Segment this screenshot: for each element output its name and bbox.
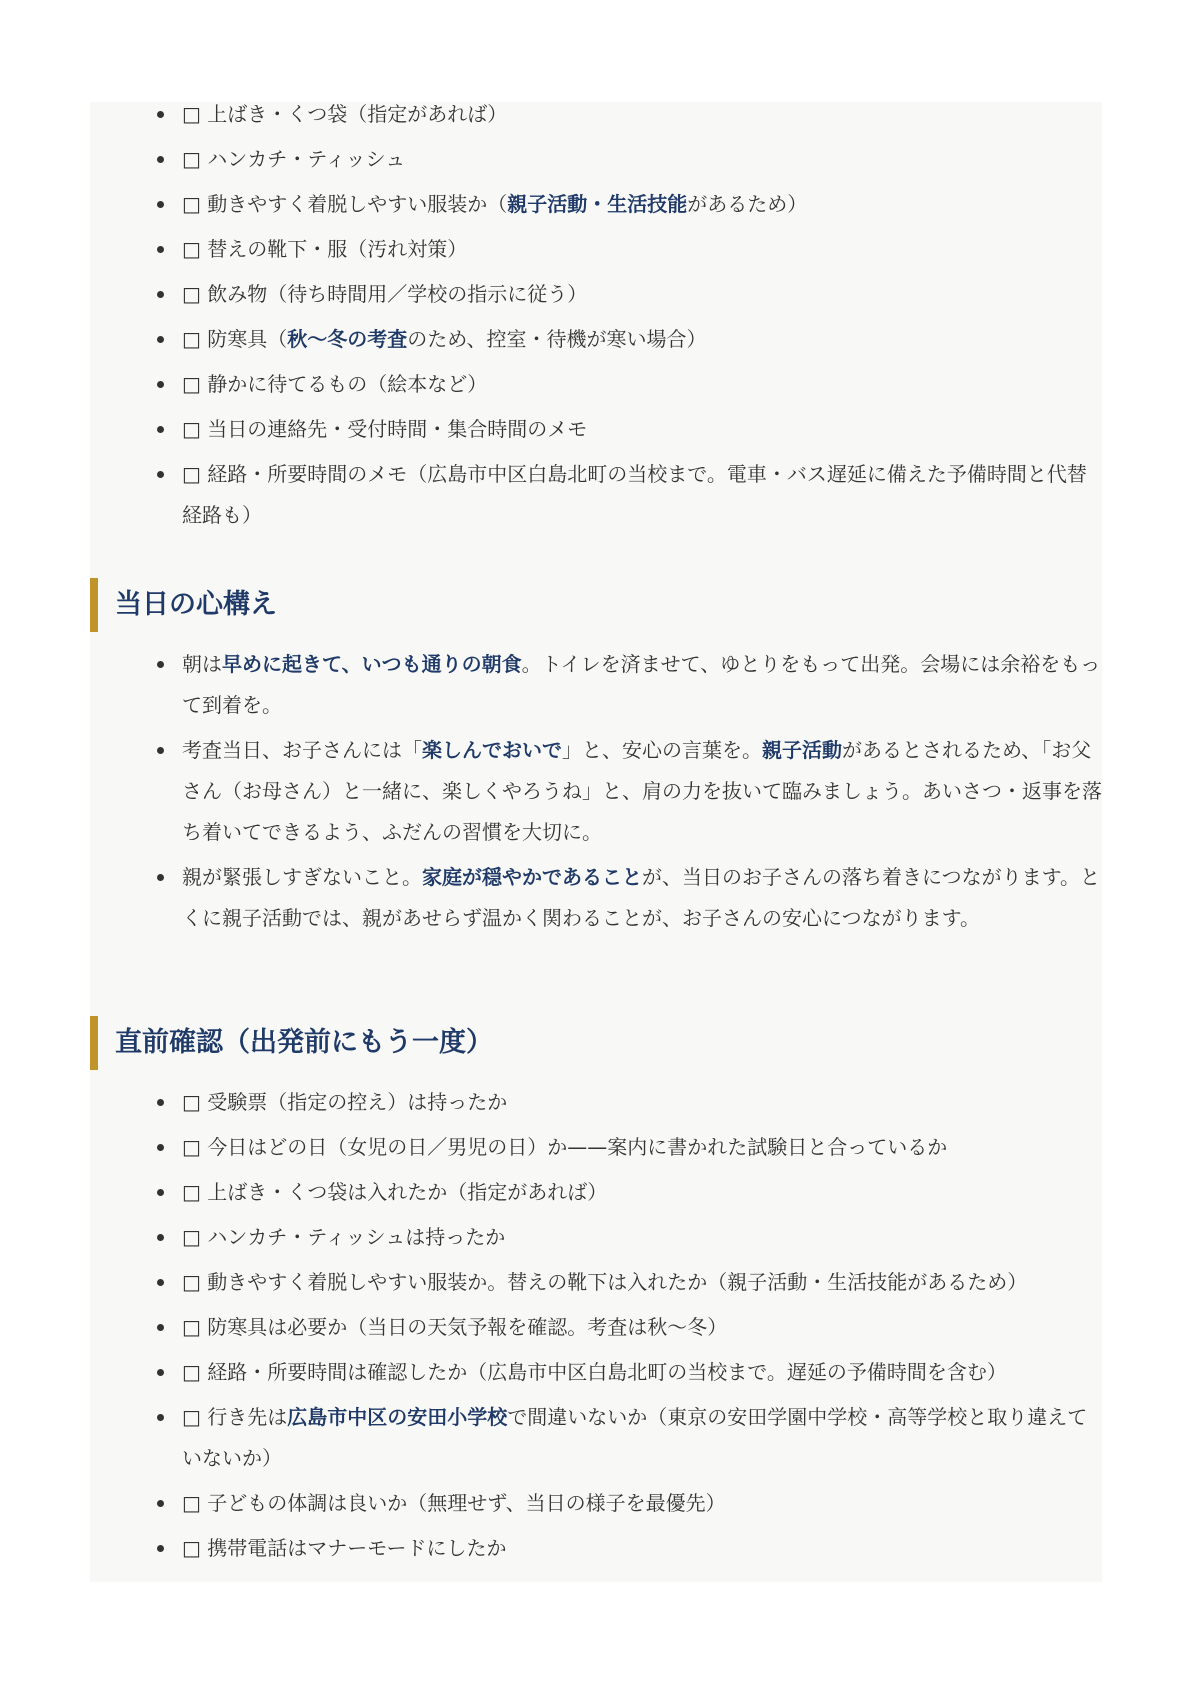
checklist-items [90,94,1102,540]
bullet-icon [157,1500,164,1507]
bullet-icon [157,1324,164,1331]
bullet-icon [157,156,164,163]
list-item [90,857,1102,939]
item-text: 。トイレを済ませて、ゆとりをもって出発。会場には余裕をもって到着を。 [182,652,1101,717]
list-item [90,229,1102,270]
emphasis-text: 楽しんでおいで [422,738,562,762]
bullet-icon [157,291,164,298]
emphasis-text: 親子活動 [762,738,842,762]
bullet-icon [157,1189,164,1196]
list-item [90,644,1102,726]
bullet-icon [157,246,164,253]
emphasis-text: 家庭が穏やかであること [422,865,642,889]
heading-accent-bar [90,1016,98,1070]
emphasis-text: 親子活動・生活技能 [507,192,688,216]
bullet-icon [157,661,164,668]
list-item [90,1397,1102,1479]
list-item [90,139,1102,180]
item-text: があるため） [687,192,808,216]
item-text: □ 防寒具は必要か（当日の天気予報を確認。考査は秋〜冬） [182,1315,728,1339]
list-item [90,319,1102,360]
bullet-icon [157,111,164,118]
bullet-icon [157,1369,164,1376]
bullet-icon [157,747,164,754]
item-text: □ 今日はどの日（女児の日／男児の日）か——案内に書かれた試験日と合っているか [182,1135,948,1159]
item-text: □ 受験票（指定の控え）は持ったか [182,1090,508,1114]
list-item [90,730,1102,853]
bullet-icon [157,874,164,881]
list-item [90,409,1102,450]
bullet-icon [157,471,164,478]
bullet-icon [157,1234,164,1241]
item-text: □ 経路・所要時間のメモ（広島市中区白島北町の当校まで。電車・バス遅延に備えた予備時間と代替経路も） [182,462,1087,527]
item-text: のため、控室・待機が寒い場合） [407,327,707,351]
list-item [90,274,1102,315]
emphasis-text: 早めに起きて、いつも通りの朝食 [222,652,522,676]
bullet-icon [157,1099,164,1106]
content-panel [90,102,1102,1582]
item-text: 考査当日、お子さんには「 [182,738,422,762]
item-text: □ 当日の連絡先・受付時間・集合時間のメモ [182,417,588,441]
item-text: で間違いないか（東京の安田学園中学校・高等学校と取り違えていないか） [182,1405,1088,1470]
list-item [90,1262,1102,1303]
heading-accent-bar [90,578,98,632]
bullet-icon [157,336,164,343]
section-title: 直前確認（出発前にもう一度） [115,1027,493,1058]
item-text: □ ハンカチ・ティッシュは持ったか [182,1225,506,1249]
list-item [90,1172,1102,1213]
bullet-icon [157,1414,164,1421]
item-text: □ 携帯電話はマナーモードにしたか [182,1536,507,1560]
item-text: 朝は [182,652,222,676]
list-item [90,184,1102,225]
mindset-items [90,644,1102,943]
final-check-items [90,1082,1102,1573]
item-text: □ 防寒具（ [182,327,288,351]
item-text: □ ハンカチ・ティッシュ [182,147,406,171]
list-item [90,1217,1102,1258]
item-text: □ 動きやすく着脱しやすい服装か（ [182,192,508,216]
item-text: □ 上ばき・くつ袋は入れたか（指定があれば） [182,1180,608,1204]
item-text: □ 静かに待てるもの（絵本など） [182,372,488,396]
item-text: □ 上ばき・くつ袋（指定があれば） [182,102,508,126]
list-item [90,1483,1102,1524]
bullet-icon [157,1279,164,1286]
item-text: □ 動きやすく着脱しやすい服装か。替えの靴下は入れたか（親子活動・生活技能があるため） [182,1270,1028,1294]
item-text: □ 替えの靴下・服（汚れ対策） [182,237,468,261]
item-text: があるとされるため、「お父さん（お母さん）と一緒に、楽しくやろうね」と、肩の力を抜いて臨みましょう。あいさつ・返事を落ち着いてできるよう、ふだんの習慣を大切に。 [182,738,1102,844]
list-item [90,1307,1102,1348]
item-text: が、当日のお子さんの落ち着きにつながります。とくに親子活動では、親があせらず温かく関わることが、お子さんの安心につながります。 [182,865,1100,930]
section-heading-mindset [90,578,1102,632]
bullet-icon [157,201,164,208]
list-item [90,1528,1102,1569]
list-item [90,364,1102,405]
bullet-icon [157,1545,164,1552]
item-text: 親が緊張しすぎないこと。 [182,865,422,889]
bullet-icon [157,1144,164,1151]
item-text: □ 経路・所要時間は確認したか（広島市中区白島北町の当校まで。遅延の予備時間を含む） [182,1360,1007,1384]
section-title: 当日の心構え [115,589,277,620]
bullet-icon [157,381,164,388]
item-text: □ 子どもの体調は良いか（無理せず、当日の様子を最優先） [182,1491,726,1515]
list-item [90,1082,1102,1123]
list-item [90,1352,1102,1393]
section-heading-final-check [90,1016,1102,1070]
emphasis-text: 秋〜冬の考査 [287,327,408,351]
item-text: □ 飲み物（待ち時間用／学校の指示に従う） [182,282,588,306]
item-text: 」と、安心の言葉を。 [562,738,762,762]
list-item [90,94,1102,135]
list-item [90,1127,1102,1168]
bullet-icon [157,426,164,433]
emphasis-text: 広島市中区の安田小学校 [287,1405,508,1429]
item-text: □ 行き先は [182,1405,288,1429]
list-item [90,454,1102,536]
